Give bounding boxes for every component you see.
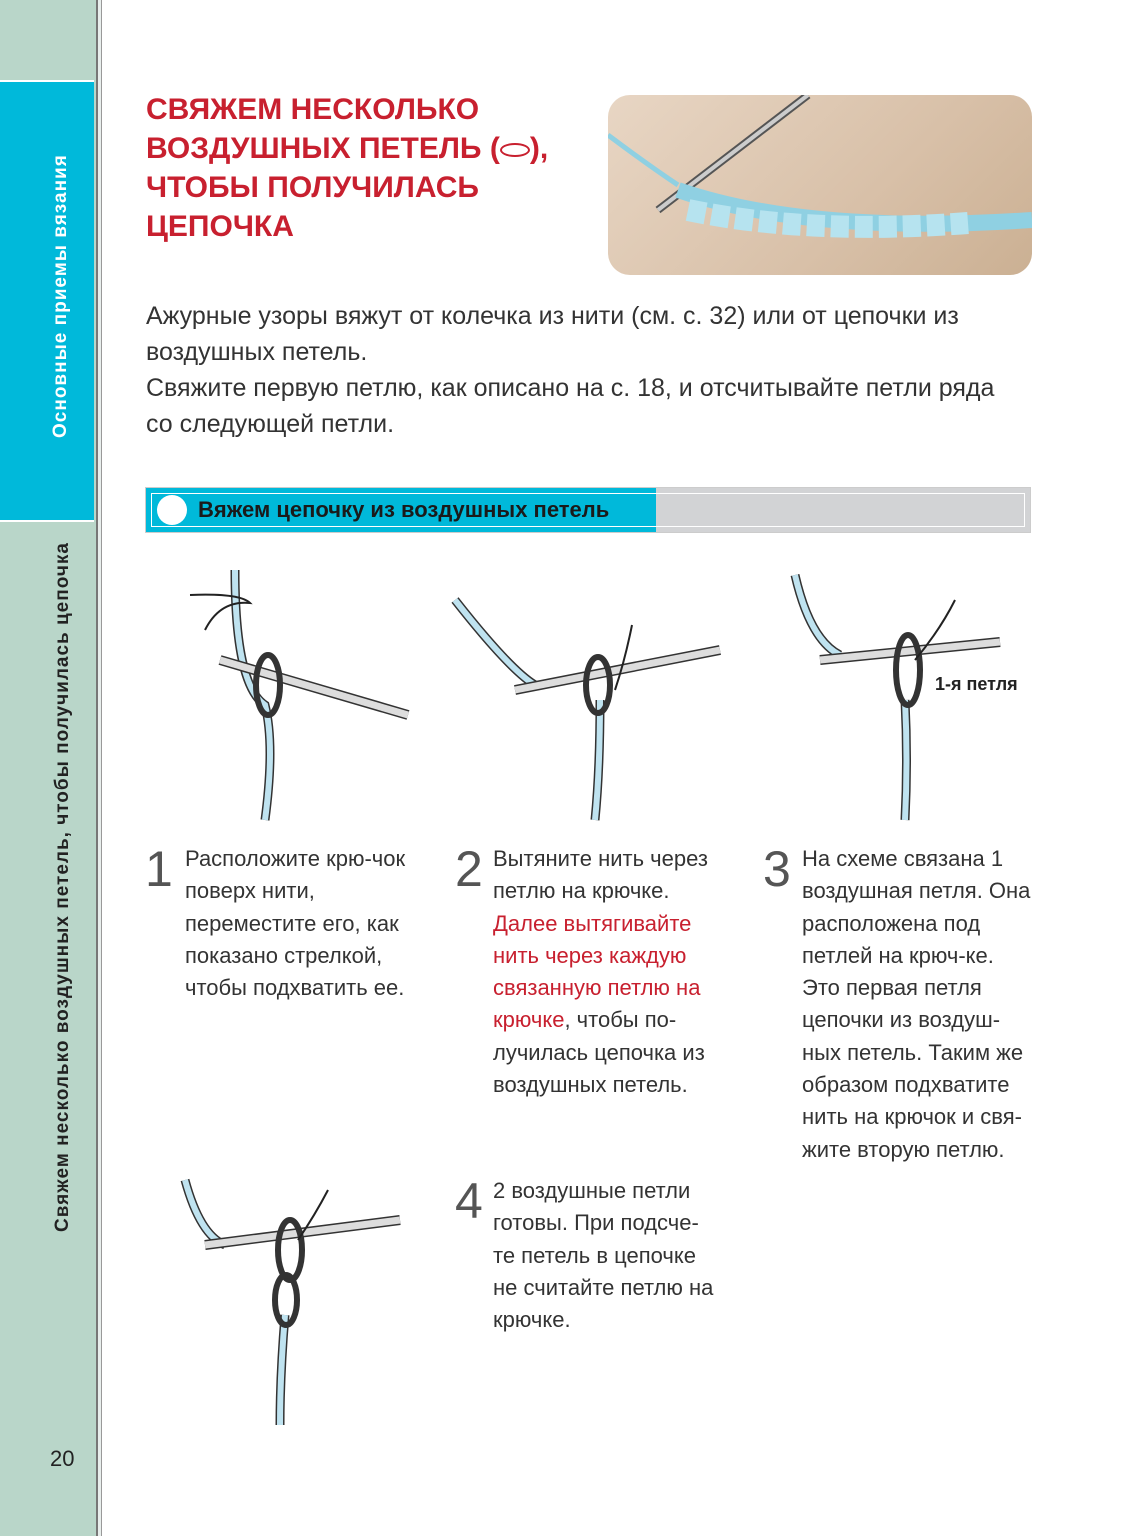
hook-with-chain-image (608, 95, 1032, 275)
title-text: ), (529, 132, 549, 165)
page-number: 20 (50, 1446, 75, 1471)
section-tab (0, 80, 94, 522)
step-4-illustration (180, 1175, 410, 1435)
step-2-illustration (450, 590, 730, 830)
title-line (146, 129, 548, 168)
step-number: 4 (455, 1173, 483, 1229)
step-text: , чтобы по-лучилась цепочка из воздушных петель. (493, 1007, 705, 1098)
step-highlight: Далее вытягивайте нить через каждую связанную петлю на крючке (493, 910, 701, 1033)
section-label: Основные приемы вязания (50, 154, 71, 438)
intro-text (146, 298, 1026, 442)
intro-paragraph: Ажурные узоры вяжут от колечка из нити (см. с. 32) или от цепочки из воздушных петель. (146, 302, 959, 366)
step-1-illustration (180, 565, 420, 830)
step-number: 1 (145, 841, 173, 897)
step-2-text (493, 843, 728, 1101)
step-4-text: 2 воздушные петли готовы. При подсче-те петель в цепочке не считайте петлю на крючке. (493, 1178, 714, 1333)
step-3-text: На схеме связана 1 воздушная петля. Она расположена под петлей на крюч-ке. Это первая петля цепочки из воздуш-ных петель. Таким же образом подхватите нить на крючок и свя-жите вторую петлю. (802, 846, 1031, 1162)
bullet-circle-icon (157, 495, 187, 525)
step-number: 2 (455, 841, 483, 897)
step-number: 3 (763, 841, 791, 897)
title-line: ЦЕПОЧКА (146, 210, 294, 243)
step-3-illustration (790, 570, 1030, 830)
section-banner (145, 487, 1031, 533)
chain-stitch-symbol-icon (500, 143, 530, 157)
page-title (146, 90, 548, 246)
step-1-text: Расположите крю-чок поверх нити, переместите его, как показано стрелкой, чтобы подхватить ее. (185, 846, 406, 1001)
first-loop-label: 1-я петля (935, 674, 1018, 694)
banner-title: Вяжем цепочку из воздушных петель (198, 497, 610, 522)
step-text: Вытяните нить через петлю на крючке. (493, 846, 708, 904)
intro-paragraph: Свяжите первую петлю, как описано на с. 18, и отсчитывайте петли ряда со следующей петли. (146, 374, 995, 438)
sidebar-divider (96, 0, 102, 1536)
title-line: СВЯЖЕМ НЕСКОЛЬКО (146, 93, 480, 126)
title-line: ЧТОБЫ ПОЛУЧИЛАСЬ (146, 171, 479, 204)
chapter-label: Свяжем несколько воздушных петель, чтобы получилась цепочка (52, 542, 73, 1232)
chain-photo (608, 95, 1032, 275)
title-text: ВОЗДУШНЫХ ПЕТЕЛЬ ( (146, 132, 500, 165)
